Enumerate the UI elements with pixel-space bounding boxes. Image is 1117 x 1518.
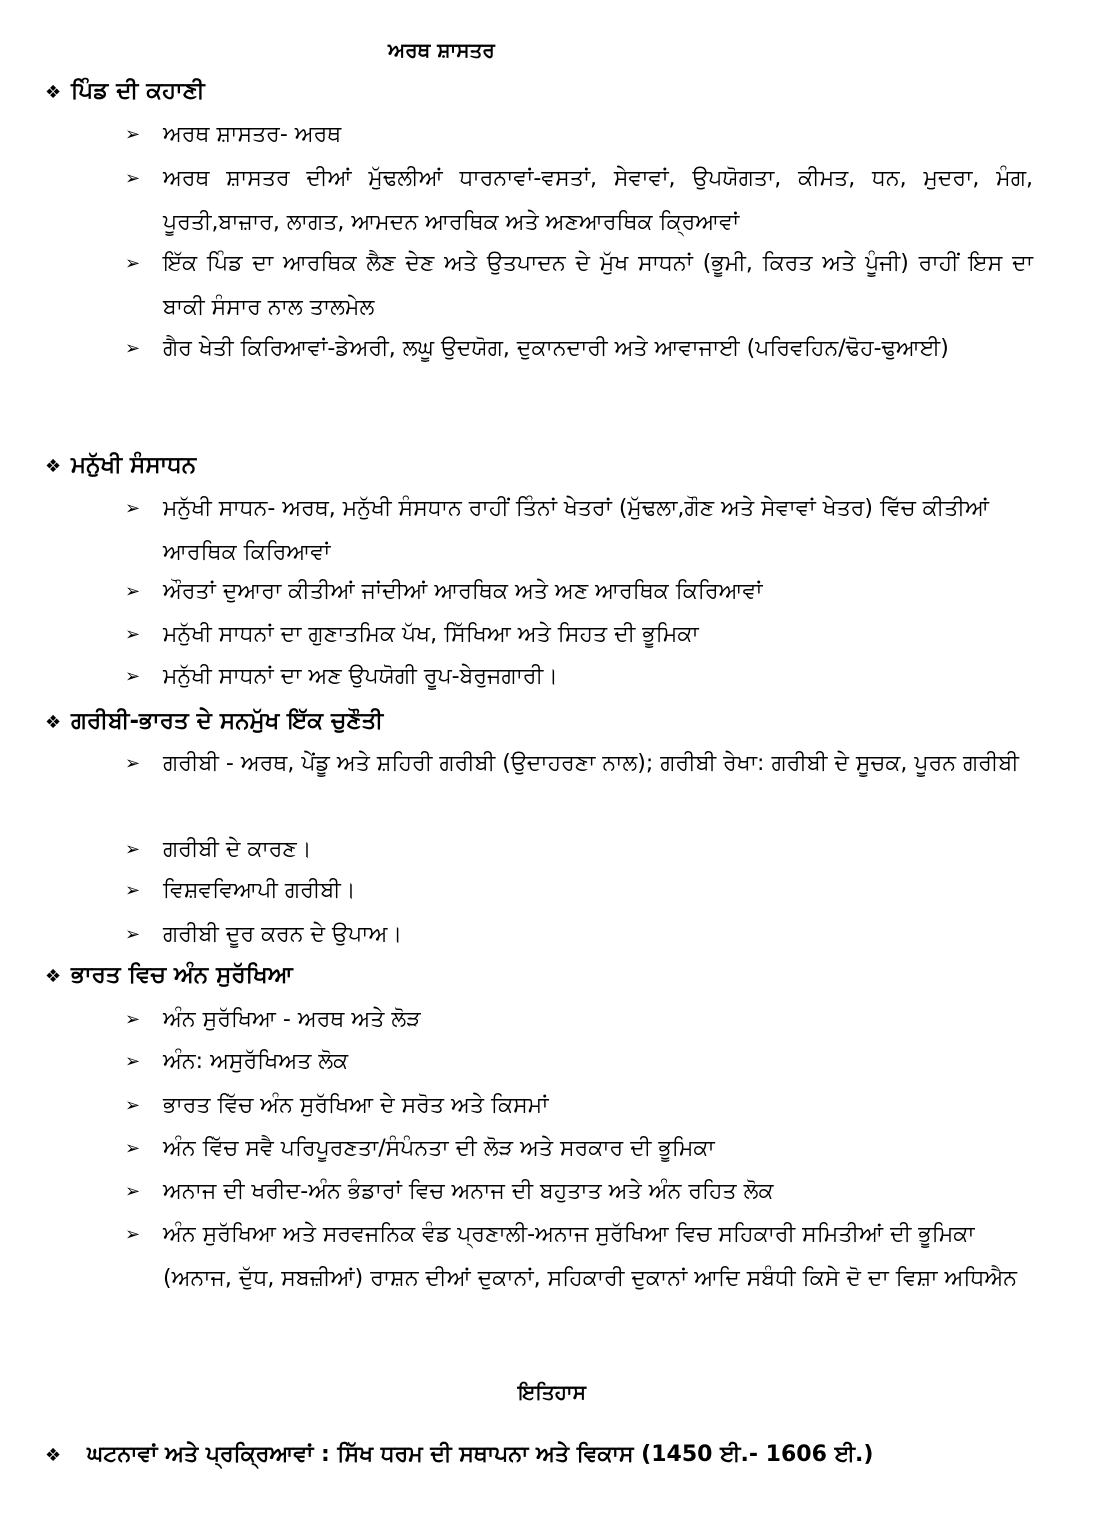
- arrow-bullet-icon: ➢: [125, 1009, 141, 1030]
- list-item-text: ਅਰਥ ਸ਼ਾਸਤਰ ਦੀਆਂ ਮੁੱਢਲੀਆਂ ਧਾਰਨਾਵਾਂ-ਵਸਤਾਂ, ਸੇਵਾਵਾਂ, ਉਪਯੋਗਤਾ, ਕੀਮਤ, ਧਨ, ਮੁਦਰਾ, ਮੰਗ, ਪੂਰਤੀ,ਬਾਜ਼ਾਰ, ਲਾਗਤ, ਆਮਦਨ ਆਰਥਿਕ ਅਤੇ ਅਣਆਰਥਿਕ ਕ੍ਰਿਆਵਾਂ: [163, 166, 1033, 235]
- list-item: [125, 655, 558, 699]
- section-heading-village-story: [45, 78, 205, 104]
- section-heading-food-security: [45, 962, 293, 988]
- arrow-bullet-icon: ➢: [125, 839, 141, 860]
- list-item: [125, 1127, 715, 1171]
- list-item: [125, 869, 356, 913]
- list-item-text: ਗਰੀਬੀ ਦੂਰ ਕਰਨ ਦੇ ਉਪਾਅ।: [163, 922, 403, 947]
- arrow-bullet-icon: ➢: [125, 338, 141, 359]
- arrow-bullet-icon: ➢: [125, 1181, 141, 1202]
- list-item-text: ਗਰੀਬੀ - ਅਰਥ, ਪੇਂਡੂ ਅਤੇ ਸ਼ਹਿਰੀ ਗਰੀਬੀ (ਉਦਾਹਰਣਾ ਨਾਲ); ਗਰੀਬੀ ਰੇਖਾ: ਗਰੀਬੀ ਦੇ ਸੂਚਕ, ਪੂਰਨ ਗਰੀਬੀ: [163, 751, 1019, 776]
- list-item-text: ਮਨੁੱਖੀ ਸਾਧਨਾਂ ਦਾ ਗੁਣਾਤਮਿਕ ਪੱਖ, ਸਿੱਖਿਆ ਅਤੇ ਸਿਹਤ ਦੀ ਭੂਮਿਕਾ: [163, 622, 699, 647]
- list-item: [125, 913, 402, 957]
- history-topic: [45, 1442, 873, 1467]
- diamond-bullet-icon: ❖: [45, 82, 62, 103]
- arrow-bullet-icon: ➢: [125, 753, 141, 774]
- section-title: ਮਨੁੱਖੀ ਸੰਸਾਧਨ: [71, 452, 197, 478]
- arrow-bullet-icon: ➢: [125, 581, 141, 602]
- section-title: ਪਿੰਡ ਦੀ ਕਹਾਣੀ: [71, 78, 205, 104]
- arrow-bullet-icon: ➢: [125, 880, 141, 901]
- arrow-bullet-icon: ➢: [125, 666, 141, 687]
- list-item: [125, 327, 1033, 371]
- section-title: ਗਰੀਬੀ-ਭਾਰਤ ਦੇ ਸਨਮੁੱਖ ਇੱਕ ਚੁਣੌਤੀ: [71, 708, 384, 734]
- list-item: [125, 742, 1033, 786]
- list-item: [125, 113, 341, 157]
- diamond-bullet-icon: ❖: [45, 712, 62, 733]
- arrow-bullet-icon: ➢: [125, 624, 141, 645]
- section-heading-human-resources: [45, 452, 196, 478]
- arrow-bullet-icon: ➢: [125, 1138, 141, 1159]
- list-item-text: ਮਨੁੱਖੀ ਸਾਧਨਾਂ ਦਾ ਅਣ ਉਪਯੋਗੀ ਰੂਪ-ਬੇਰੁਜਗਾਰੀ।: [163, 664, 559, 689]
- history-title: ਇਤਿਹਾਸ: [518, 1380, 586, 1404]
- list-item-text: ਅਨਾਜ ਦੀ ਖਰੀਦ-ਅੰਨ ਭੰਡਾਰਾਂ ਵਿਚ ਅਨਾਜ ਦੀ ਬਹੁਤਾਤ ਅਤੇ ਅੰਨ ਰਹਿਤ ਲੋਕ: [163, 1179, 774, 1204]
- list-item-text: ਗੈਰ ਖੇਤੀ ਕਿਰਿਆਵਾਂ-ਡੇਅਰੀ, ਲਘੂ ਉਦਯੋਗ, ਦੁਕਾਨਦਾਰੀ ਅਤੇ ਆਵਾਜਾਈ (ਪਰਿਵਹਿਨ/ਢੋਹ-ਢੁਆਈ): [163, 336, 949, 361]
- arrow-bullet-icon: ➢: [125, 1095, 141, 1116]
- list-item-text: ਅੰਨ ਸੁਰੱਖਿਆ ਅਤੇ ਸਰਵਜਨਿਕ ਵੰਡ ਪ੍ਰਣਾਲੀ-ਅਨਾਜ ਸੁਰੱਖਿਆ ਵਿਚ ਸਹਿਕਾਰੀ ਸਮਿਤੀਆਂ ਦੀ ਭੂਮਿਕਾ (ਅਨਾਜ, ਦੁੱਧ, ਸਬਜ਼ੀਆਂ) ਰਾਸ਼ਨ ਦੀਆਂ ਦੁਕਾਨਾਂ, ਸਹਿਕਾਰੀ ਦੁਕਾਨਾਂ ਆਦਿ ਸਬੰਧੀ ਕਿਸੇ ਦੋ ਦਾ ਵਿਸ਼ਾ ਅਧਿਐਨ: [163, 1222, 1018, 1291]
- history-topic-text: ਘਟਨਾਵਾਂ ਅਤੇ ਪ੍ਰਕ੍ਰਿਆਵਾਂ : ਸਿੱਖ ਧਰਮ ਦੀ ਸਥਾਪਨਾ ਅਤੇ ਵਿਕਾਸ (1450 ਈ.- 1606 ਈ.): [87, 1442, 874, 1467]
- arrow-bullet-icon: ➢: [125, 924, 141, 945]
- list-item-text: ਗਰੀਬੀ ਦੇ ਕਾਰਣ।: [163, 837, 312, 862]
- list-item: [125, 1170, 774, 1214]
- arrow-bullet-icon: ➢: [125, 498, 141, 519]
- section-title: ਭਾਰਤ ਵਿਚ ਅੰਨ ਸੁਰੱਖਿਆ: [71, 962, 293, 988]
- diamond-bullet-icon: ❖: [45, 456, 62, 477]
- list-item: [125, 998, 421, 1042]
- list-item-text: ਭਾਰਤ ਵਿੱਚ ਅੰਨ ਸੁਰੱਖਿਆ ਦੇ ਸਰੋਤ ਅਤੇ ਕਿਸਮਾਂ: [163, 1093, 549, 1118]
- arrow-bullet-icon: ➢: [125, 253, 141, 274]
- arrow-bullet-icon: ➢: [125, 168, 141, 189]
- arrow-bullet-icon: ➢: [125, 1224, 141, 1245]
- list-item-text: ਅੰਨ ਵਿੱਚ ਸਵੈ ਪਰਿਪੂਰਣਤਾ/ਸੰਪੰਨਤਾ ਦੀ ਲੋੜ ਅਤੇ ਸਰਕਾਰ ਦੀ ਭੂਮਿਕਾ: [163, 1136, 715, 1161]
- arrow-bullet-icon: ➢: [125, 1051, 141, 1072]
- list-item: [125, 242, 1033, 330]
- list-item: [125, 1084, 548, 1128]
- list-item-text: ਇੱਕ ਪਿੰਡ ਦਾ ਆਰਥਿਕ ਲੈਣ ਦੇਣ ਅਤੇ ਉਤਪਾਦਨ ਦੇ ਮੁੱਖ ਸਾਧਨਾਂ (ਭੂਮੀ, ਕਿਰਤ ਅਤੇ ਪੂੰਜੀ) ਰਾਹੀਂ ਇਸ ਦਾ ਬਾਕੀ ਸੰਸਾਰ ਨਾਲ ਤਾਲਮੇਲ: [163, 251, 1033, 320]
- diamond-bullet-icon: ❖: [45, 1445, 62, 1466]
- list-item: [125, 487, 1033, 575]
- list-item-text: ਅੰਨ: ਅਸੁਰੱਖਿਅਤ ਲੋਕ: [163, 1049, 349, 1074]
- economics-title: ਅਰਥ ਸ਼ਾਸਤਰ: [388, 38, 495, 62]
- arrow-bullet-icon: ➢: [125, 124, 141, 145]
- list-item-text: ਔਰਤਾਂ ਦੁਆਰਾ ਕੀਤੀਆਂ ਜਾਂਦੀਆਂ ਆਰਥਿਕ ਅਤੇ ਅਣ ਆਰਥਿਕ ਕਿਰਿਆਵਾਂ: [163, 579, 763, 604]
- list-item-text: ਮਨੁੱਖੀ ਸਾਧਨ- ਅਰਥ, ਮਨੁੱਖੀ ਸੰਸਧਾਨ ਰਾਹੀਂ ਤਿੰਨਾਂ ਖੇਤਰਾਂ (ਮੁੱਢਲਾ,ਗੌਣ ਅਤੇ ਸੇਵਾਵਾਂ ਖੇਤਰ) ਵਿੱਚ ਕੀਤੀਆਂ ਆਰਥਿਕ ਕਿਰਿਆਵਾਂ: [163, 496, 989, 565]
- list-item: [125, 157, 1033, 245]
- list-item-text: ਵਿਸ਼ਵਵਿਆਪੀ ਗਰੀਬੀ।: [163, 878, 356, 903]
- list-item: [125, 1213, 1033, 1301]
- list-item-text: ਅਰਥ ਸ਼ਾਸਤਰ- ਅਰਥ: [163, 122, 342, 147]
- list-item: [125, 828, 312, 872]
- section-heading-poverty: [45, 708, 383, 734]
- diamond-bullet-icon: ❖: [45, 966, 62, 987]
- list-item-text: ਅੰਨ ਸੁਰੱਖਿਆ - ਅਰਥ ਅਤੇ ਲੋੜ: [163, 1007, 421, 1032]
- list-item: [125, 570, 763, 614]
- list-item: [125, 1040, 348, 1084]
- list-item: [125, 613, 699, 657]
